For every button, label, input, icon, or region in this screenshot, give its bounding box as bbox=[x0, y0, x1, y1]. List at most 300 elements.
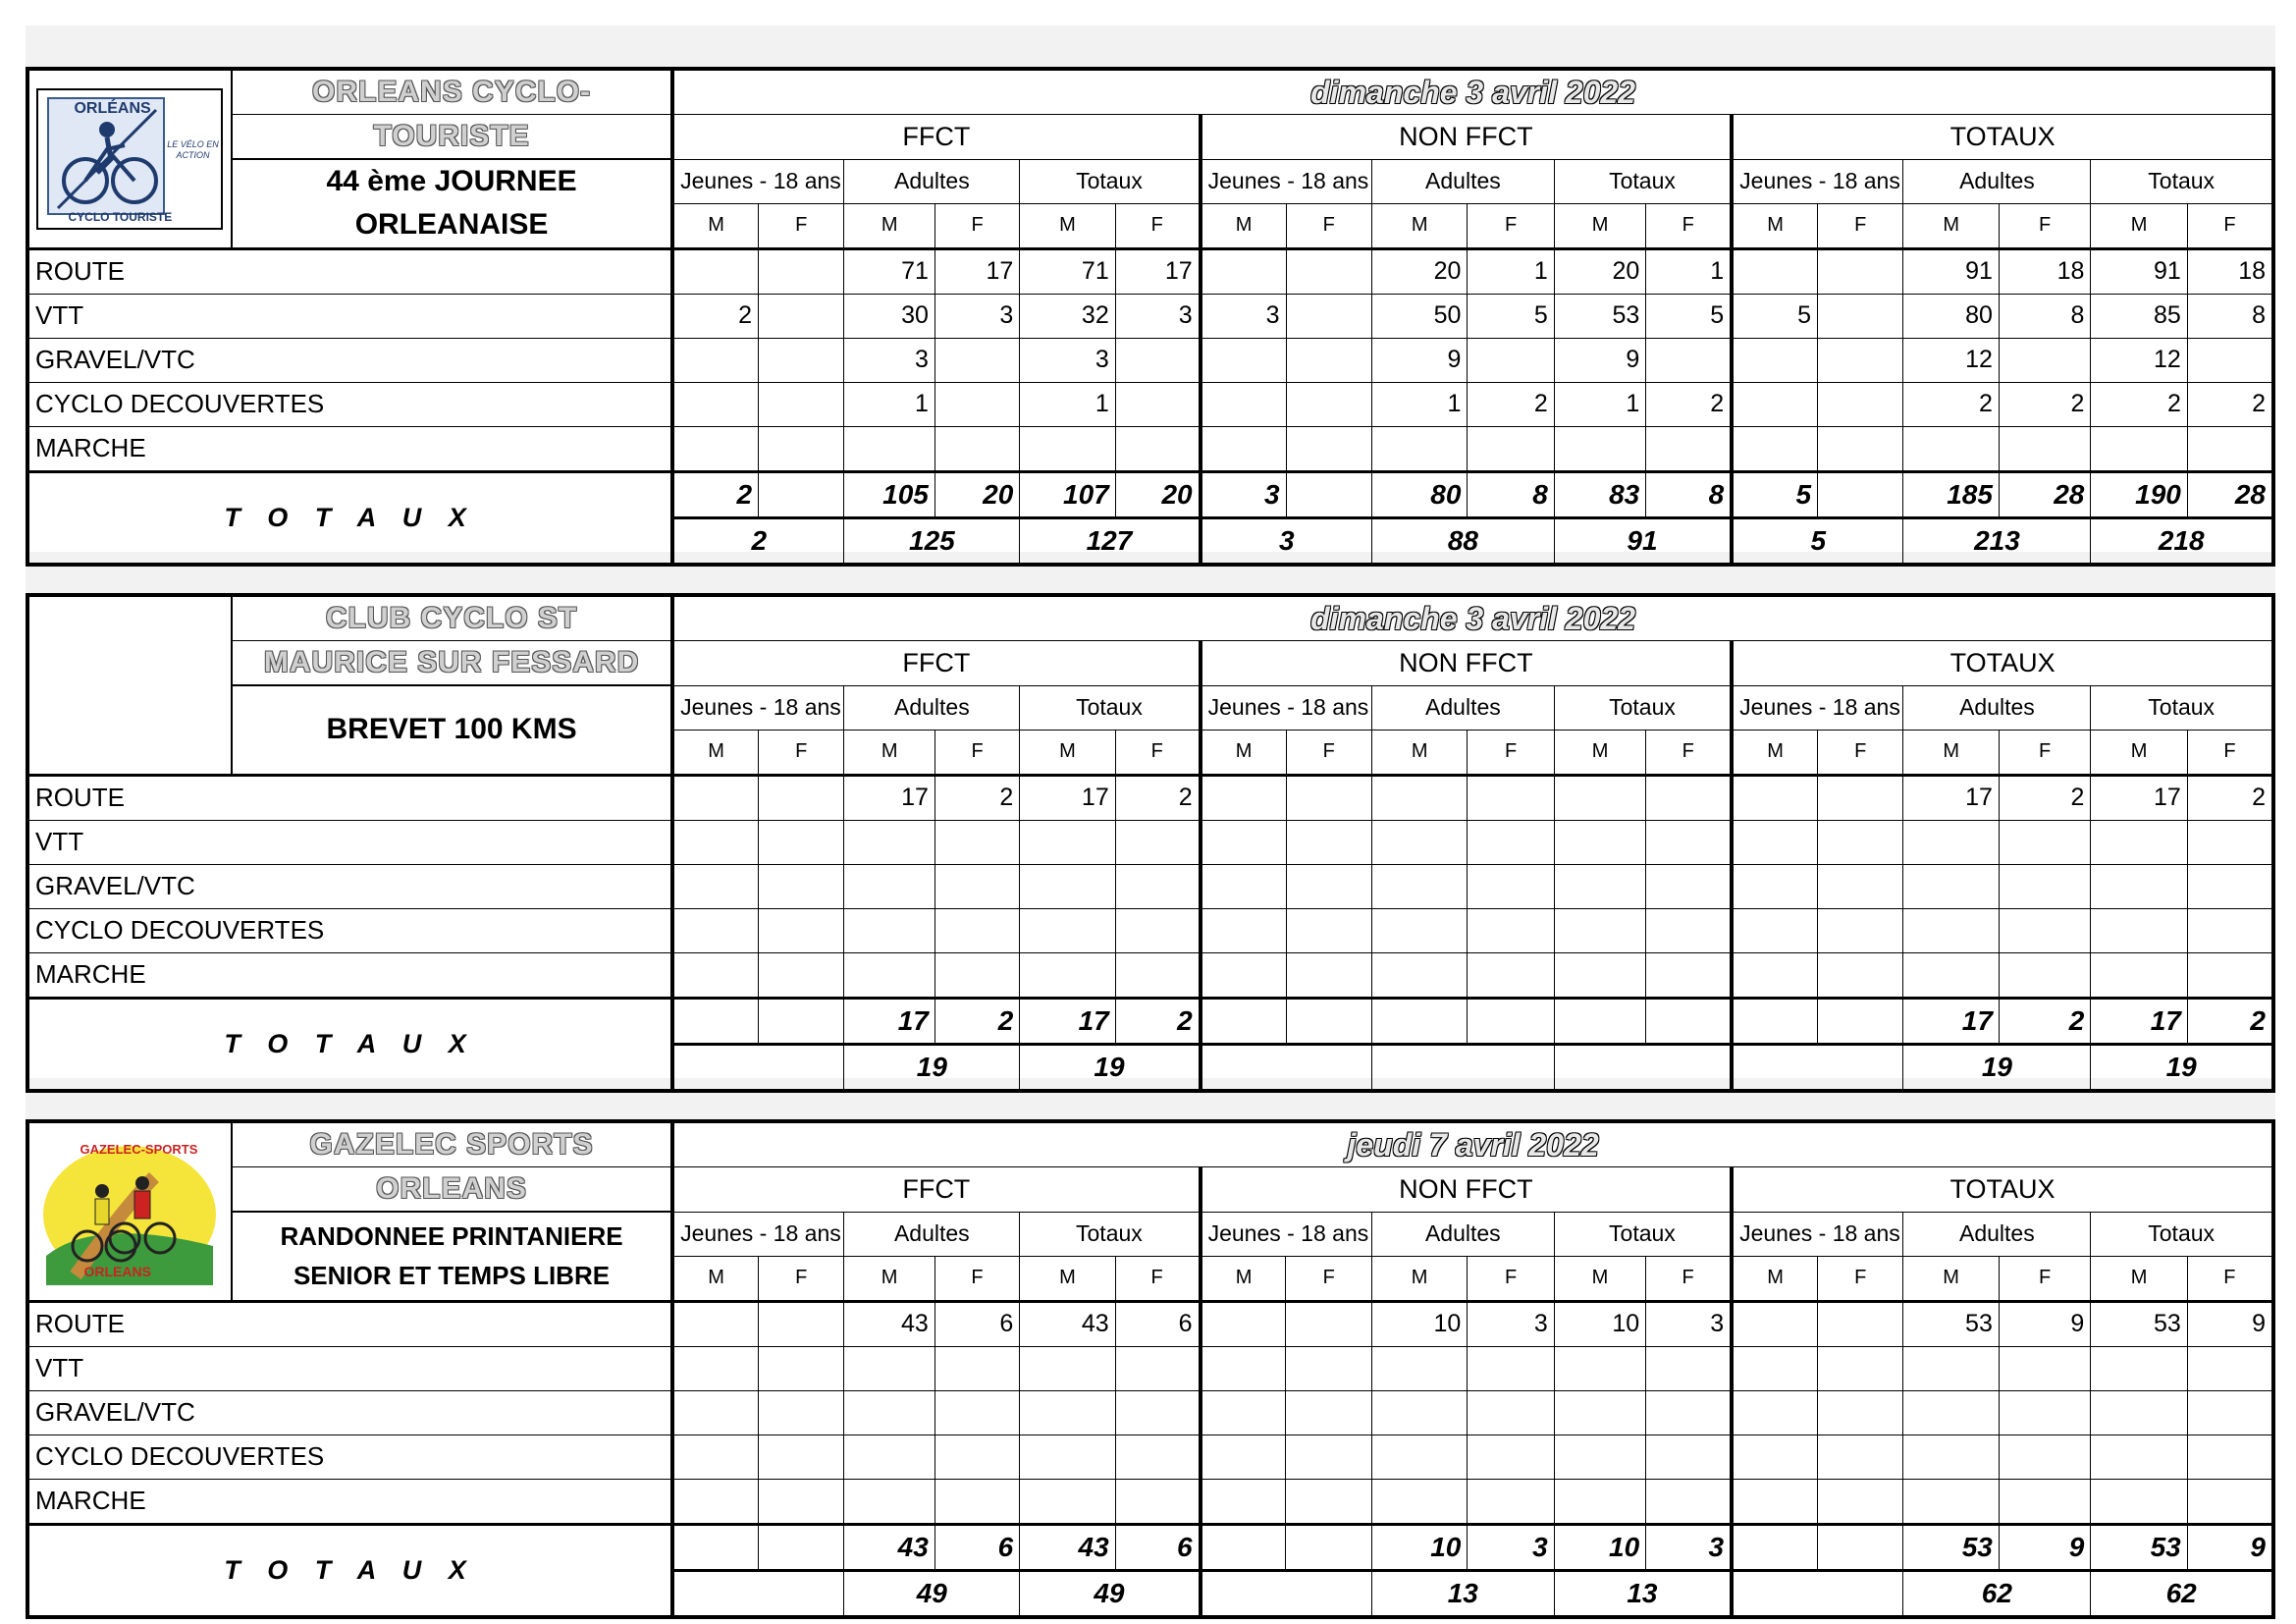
totals-cell: 17 bbox=[844, 998, 934, 1044]
table-cell bbox=[1646, 864, 1732, 908]
table-cell bbox=[1201, 248, 1286, 294]
totals-cell: 107 bbox=[1020, 471, 1115, 517]
table-cell bbox=[1115, 382, 1200, 426]
table-cell bbox=[1468, 426, 1554, 471]
table-cell bbox=[934, 908, 1019, 952]
table-cell: 20 bbox=[1371, 248, 1467, 294]
totals-cell bbox=[1818, 471, 1903, 517]
table-cell bbox=[1818, 864, 1903, 908]
grand-total-cell: 91 bbox=[1554, 517, 1732, 565]
totals-cell bbox=[1818, 998, 1903, 1044]
table-cell bbox=[1999, 1346, 2090, 1390]
table-cell bbox=[758, 1346, 843, 1390]
totals-cell bbox=[1201, 1524, 1286, 1570]
table-cell: 43 bbox=[844, 1301, 934, 1346]
table-cell bbox=[1201, 908, 1286, 952]
group-non-ffct: NON FFCT bbox=[1201, 1167, 1733, 1213]
table-cell bbox=[1286, 864, 1371, 908]
table-cell bbox=[844, 908, 934, 952]
table-cell bbox=[1903, 864, 1999, 908]
table-cell: 71 bbox=[844, 248, 934, 294]
logo-cell bbox=[27, 1121, 232, 1301]
table-cell: 3 bbox=[934, 294, 1019, 338]
mf-label-m: M bbox=[844, 730, 934, 775]
mf-label-m: M bbox=[1371, 730, 1467, 775]
category-label: VTT bbox=[27, 1346, 672, 1390]
mf-label-f: F bbox=[759, 730, 844, 775]
event-title bbox=[232, 1212, 672, 1301]
table-cell bbox=[1201, 775, 1286, 820]
table-cell: 2 bbox=[1999, 382, 2090, 426]
participation-table bbox=[26, 67, 2275, 567]
grand-total-cell: 62 bbox=[1903, 1570, 2091, 1617]
totals-cell bbox=[1732, 1524, 1817, 1570]
table-cell bbox=[1732, 864, 1817, 908]
table-cell: 17 bbox=[934, 248, 1019, 294]
totals-cell: 8 bbox=[1646, 471, 1732, 517]
table-cell bbox=[1554, 1435, 1645, 1479]
totals-cell: 9 bbox=[2187, 1524, 2273, 1570]
table-cell bbox=[672, 338, 758, 382]
totals-cell: 17 bbox=[1020, 998, 1115, 1044]
table-cell: 53 bbox=[2091, 1301, 2187, 1346]
table-cell: 18 bbox=[1999, 248, 2090, 294]
table-cell: 9 bbox=[1999, 1301, 2090, 1346]
table-cell bbox=[1468, 775, 1554, 820]
table-cell bbox=[2091, 820, 2187, 864]
event-date: dimanche 3 avril 2022 bbox=[672, 69, 2273, 115]
totals-cell bbox=[672, 1524, 758, 1570]
table-cell bbox=[1646, 1435, 1732, 1479]
grand-total-cell: 5 bbox=[1732, 517, 1903, 565]
mf-label-f: F bbox=[934, 203, 1019, 248]
table-cell bbox=[1371, 426, 1467, 471]
grand-total-cell: 62 bbox=[2091, 1570, 2273, 1617]
totals-cell: 3 bbox=[1646, 1524, 1732, 1570]
table-cell bbox=[1818, 820, 1903, 864]
event-title-line1: 44 ème JOURNEE bbox=[326, 165, 577, 198]
table-cell bbox=[672, 1346, 758, 1390]
table-cell bbox=[844, 864, 934, 908]
table-cell bbox=[759, 864, 844, 908]
mf-label-f: F bbox=[758, 1256, 843, 1301]
table-cell bbox=[2091, 1346, 2187, 1390]
table-cell: 1 bbox=[1554, 382, 1645, 426]
table-cell bbox=[1554, 1346, 1645, 1390]
table-cell bbox=[1903, 1435, 1999, 1479]
table-cell bbox=[1286, 952, 1371, 998]
subgroup-totaux: Totaux bbox=[1020, 685, 1201, 730]
logo-cell bbox=[27, 69, 232, 248]
totals-cell: 20 bbox=[1115, 471, 1200, 517]
table-cell: 17 bbox=[1115, 248, 1200, 294]
grand-total-cell: 125 bbox=[844, 517, 1020, 565]
table-cell bbox=[1371, 1390, 1467, 1435]
table-cell bbox=[1999, 1390, 2090, 1435]
table-cell bbox=[672, 908, 758, 952]
mf-label-m: M bbox=[1732, 1256, 1817, 1301]
table-cell bbox=[672, 775, 758, 820]
table-cell bbox=[2187, 426, 2273, 471]
mf-label-f: F bbox=[2187, 730, 2273, 775]
table-cell bbox=[1732, 820, 1817, 864]
group-ffct: FFCT bbox=[672, 641, 1201, 686]
totals-cell: 2 bbox=[2187, 998, 2273, 1044]
subgroup-adultes: Adultes bbox=[844, 159, 1020, 203]
table-cell bbox=[1646, 1479, 1732, 1524]
totals-cell: 5 bbox=[1732, 471, 1817, 517]
table-cell bbox=[759, 382, 844, 426]
subgroup-adultes: Adultes bbox=[844, 1212, 1020, 1256]
category-label: GRAVEL/VTC bbox=[27, 338, 672, 382]
table-cell: 6 bbox=[1115, 1301, 1200, 1346]
table-cell bbox=[672, 820, 758, 864]
mf-label-f: F bbox=[1468, 1256, 1554, 1301]
mf-label-m: M bbox=[1020, 203, 1115, 248]
table-cell bbox=[672, 1479, 758, 1524]
totals-cell bbox=[1201, 998, 1286, 1044]
group-non-ffct: NON FFCT bbox=[1201, 115, 1733, 160]
table-cell bbox=[1371, 775, 1467, 820]
mf-label-f: F bbox=[1818, 1256, 1903, 1301]
category-label: CYCLO DECOUVERTES bbox=[27, 1435, 672, 1479]
participation-table bbox=[26, 1119, 2275, 1619]
table-cell bbox=[759, 426, 844, 471]
subgroup-totaux: Totaux bbox=[1020, 1212, 1201, 1256]
mf-label-f: F bbox=[1646, 203, 1732, 248]
club-name-line2: MAURICE SUR FESSARD bbox=[232, 641, 672, 686]
table-cell bbox=[1286, 908, 1371, 952]
table-cell bbox=[1554, 820, 1645, 864]
mf-label-f: F bbox=[934, 730, 1019, 775]
table-cell bbox=[1115, 338, 1200, 382]
table-cell: 2 bbox=[2187, 382, 2273, 426]
mf-label-m: M bbox=[672, 203, 758, 248]
table-cell bbox=[844, 1390, 934, 1435]
category-label: ROUTE bbox=[27, 1301, 672, 1346]
grand-total-cell: 13 bbox=[1554, 1570, 1732, 1617]
table-cell: 1 bbox=[1371, 382, 1467, 426]
subgroup-totaux: Totaux bbox=[1554, 685, 1732, 730]
table-cell: 91 bbox=[1903, 248, 1999, 294]
table-cell bbox=[1732, 1390, 1817, 1435]
table-cell bbox=[1903, 952, 1999, 998]
table-cell bbox=[1201, 820, 1286, 864]
table-cell bbox=[1115, 1390, 1200, 1435]
table-cell bbox=[759, 775, 844, 820]
grand-total-cell: 19 bbox=[1020, 1044, 1201, 1091]
subgroup-jeunes: Jeunes - 18 ans bbox=[1201, 1212, 1372, 1256]
subgroup-jeunes: Jeunes - 18 ans bbox=[672, 685, 844, 730]
group-non-ffct: NON FFCT bbox=[1201, 641, 1733, 686]
table-cell: 53 bbox=[1903, 1301, 1999, 1346]
table-cell bbox=[934, 1479, 1019, 1524]
table-cell: 3 bbox=[1201, 294, 1286, 338]
club-name-line2: ORLEANS bbox=[232, 1167, 672, 1213]
table-cell bbox=[1020, 1435, 1115, 1479]
logo-text-side: LE VÉLO EN ACTION bbox=[167, 138, 219, 160]
table-cell bbox=[1286, 426, 1371, 471]
grand-total-cell: 218 bbox=[2091, 517, 2273, 565]
grand-total-cell bbox=[1554, 1044, 1732, 1091]
table-cell bbox=[1201, 1346, 1286, 1390]
group-totaux: TOTAUX bbox=[1732, 1167, 2273, 1213]
table-cell: 6 bbox=[934, 1301, 1019, 1346]
table-cell bbox=[1818, 952, 1903, 998]
table-cell: 9 bbox=[1371, 338, 1467, 382]
table-cell bbox=[844, 820, 934, 864]
totals-cell: 6 bbox=[1115, 1524, 1200, 1570]
table-cell bbox=[2187, 952, 2273, 998]
table-cell bbox=[2187, 864, 2273, 908]
event-block bbox=[26, 67, 2275, 554]
table-cell bbox=[1554, 864, 1645, 908]
table-cell bbox=[1286, 820, 1371, 864]
mf-label-m: M bbox=[2091, 203, 2187, 248]
table-cell bbox=[1818, 426, 1903, 471]
event-title-line1: BREVET 100 KMS bbox=[326, 713, 577, 746]
table-cell bbox=[2187, 1346, 2273, 1390]
table-cell bbox=[1201, 426, 1286, 471]
table-cell bbox=[1201, 952, 1286, 998]
table-cell bbox=[1999, 952, 2090, 998]
table-cell bbox=[1201, 864, 1286, 908]
table-cell: 2 bbox=[934, 775, 1019, 820]
table-cell: 32 bbox=[1020, 294, 1115, 338]
subgroup-totaux: Totaux bbox=[1554, 1212, 1732, 1256]
totals-cell: 3 bbox=[1201, 471, 1286, 517]
table-cell bbox=[1903, 820, 1999, 864]
table-cell bbox=[1468, 864, 1554, 908]
table-cell bbox=[1999, 908, 2090, 952]
table-cell bbox=[1371, 864, 1467, 908]
table-cell: 2 bbox=[1115, 775, 1200, 820]
subgroup-jeunes: Jeunes - 18 ans bbox=[672, 159, 844, 203]
table-cell bbox=[1646, 775, 1732, 820]
totals-cell: 80 bbox=[1371, 471, 1467, 517]
table-cell bbox=[1286, 1479, 1371, 1524]
event-title-line2: ORLEANAISE bbox=[354, 208, 549, 242]
table-cell bbox=[1646, 1390, 1732, 1435]
table-cell bbox=[1115, 1346, 1200, 1390]
table-cell bbox=[1999, 820, 2090, 864]
table-cell bbox=[934, 1346, 1019, 1390]
table-cell: 1 bbox=[1468, 248, 1554, 294]
group-ffct: FFCT bbox=[672, 1167, 1201, 1213]
logo-text-top: GAZELEC-SPORTS bbox=[80, 1141, 198, 1157]
table-cell bbox=[1468, 952, 1554, 998]
table-cell bbox=[1732, 775, 1817, 820]
table-cell: 2 bbox=[1646, 382, 1732, 426]
table-cell bbox=[1903, 908, 1999, 952]
subgroup-totaux: Totaux bbox=[2091, 1212, 2273, 1256]
table-cell bbox=[1732, 1435, 1817, 1479]
table-cell bbox=[1818, 908, 1903, 952]
category-label: MARCHE bbox=[27, 426, 672, 471]
table-cell bbox=[1646, 820, 1732, 864]
table-cell bbox=[1646, 426, 1732, 471]
mf-label-f: F bbox=[2187, 203, 2273, 248]
mf-label-f: F bbox=[759, 203, 844, 248]
table-cell bbox=[1732, 908, 1817, 952]
table-cell bbox=[844, 952, 934, 998]
mf-label-f: F bbox=[1646, 730, 1732, 775]
subgroup-adultes: Adultes bbox=[1371, 159, 1554, 203]
table-cell bbox=[1020, 908, 1115, 952]
table-cell: 3 bbox=[844, 338, 934, 382]
totals-cell: 43 bbox=[844, 1524, 934, 1570]
category-label: GRAVEL/VTC bbox=[27, 864, 672, 908]
category-label: ROUTE bbox=[27, 775, 672, 820]
event-title bbox=[232, 159, 672, 248]
table-cell bbox=[672, 382, 758, 426]
table-cell: 91 bbox=[2091, 248, 2187, 294]
table-cell bbox=[1115, 1435, 1200, 1479]
table-cell bbox=[1732, 426, 1817, 471]
totals-label: T O T A U X bbox=[27, 998, 672, 1091]
table-cell bbox=[758, 1435, 843, 1479]
table-cell bbox=[1468, 1390, 1554, 1435]
table-cell: 20 bbox=[1554, 248, 1645, 294]
table-cell: 5 bbox=[1732, 294, 1817, 338]
table-cell bbox=[844, 426, 934, 471]
grand-total-cell: 19 bbox=[844, 1044, 1020, 1091]
mf-label-m: M bbox=[1554, 203, 1645, 248]
table-cell bbox=[1646, 952, 1732, 998]
table-cell bbox=[1903, 1390, 1999, 1435]
table-cell bbox=[1115, 908, 1200, 952]
totals-cell bbox=[1646, 998, 1732, 1044]
mf-label-f: F bbox=[1286, 1256, 1371, 1301]
table-cell bbox=[1903, 426, 1999, 471]
table-cell bbox=[2187, 1479, 2273, 1524]
table-cell bbox=[1468, 1346, 1554, 1390]
table-cell bbox=[1818, 1346, 1903, 1390]
table-cell bbox=[1286, 294, 1371, 338]
table-cell bbox=[1818, 382, 1903, 426]
totals-cell: 2 bbox=[934, 998, 1019, 1044]
table-cell bbox=[1286, 382, 1371, 426]
table-cell bbox=[2091, 1390, 2187, 1435]
mf-label-f: F bbox=[1999, 1256, 2090, 1301]
table-cell: 2 bbox=[1468, 382, 1554, 426]
table-cell bbox=[1371, 908, 1467, 952]
table-cell bbox=[1903, 1479, 1999, 1524]
totals-cell: 53 bbox=[2091, 1524, 2187, 1570]
subgroup-jeunes: Jeunes - 18 ans bbox=[1732, 1212, 1903, 1256]
category-label: MARCHE bbox=[27, 1479, 672, 1524]
table-cell bbox=[759, 248, 844, 294]
subgroup-totaux: Totaux bbox=[2091, 685, 2273, 730]
table-cell: 53 bbox=[1554, 294, 1645, 338]
mf-label-m: M bbox=[844, 1256, 934, 1301]
table-cell bbox=[1818, 1390, 1903, 1435]
table-cell bbox=[1201, 1301, 1286, 1346]
grand-total-cell bbox=[672, 1044, 844, 1091]
table-cell bbox=[1115, 864, 1200, 908]
club-name-line2: TOURISTE bbox=[232, 115, 672, 160]
table-cell bbox=[1020, 1346, 1115, 1390]
table-cell bbox=[1999, 864, 2090, 908]
table-cell: 1 bbox=[844, 382, 934, 426]
table-cell: 1 bbox=[1646, 248, 1732, 294]
table-cell bbox=[1554, 775, 1645, 820]
mf-label-m: M bbox=[2091, 1256, 2187, 1301]
table-cell bbox=[1732, 338, 1817, 382]
table-cell bbox=[1371, 1346, 1467, 1390]
category-label: CYCLO DECOUVERTES bbox=[27, 908, 672, 952]
table-cell: 5 bbox=[1468, 294, 1554, 338]
table-cell bbox=[2091, 952, 2187, 998]
table-cell bbox=[1286, 1435, 1371, 1479]
grand-total-cell: 49 bbox=[1020, 1570, 1201, 1617]
group-totaux: TOTAUX bbox=[1732, 115, 2273, 160]
group-totaux: TOTAUX bbox=[1732, 641, 2273, 686]
mf-label-m: M bbox=[1903, 730, 1999, 775]
table-cell bbox=[1554, 952, 1645, 998]
mf-label-f: F bbox=[1115, 1256, 1200, 1301]
subgroup-totaux: Totaux bbox=[1020, 159, 1201, 203]
table-cell bbox=[1903, 1346, 1999, 1390]
table-cell: 12 bbox=[1903, 338, 1999, 382]
mf-label-m: M bbox=[1020, 1256, 1115, 1301]
table-cell: 2 bbox=[672, 294, 758, 338]
mf-label-f: F bbox=[1468, 203, 1554, 248]
totals-cell bbox=[759, 998, 844, 1044]
table-cell bbox=[672, 426, 758, 471]
table-cell bbox=[1371, 820, 1467, 864]
table-cell bbox=[1818, 1301, 1903, 1346]
table-cell bbox=[1115, 952, 1200, 998]
totals-cell: 28 bbox=[2187, 471, 2273, 517]
table-cell: 3 bbox=[1020, 338, 1115, 382]
table-cell: 71 bbox=[1020, 248, 1115, 294]
table-cell bbox=[1286, 338, 1371, 382]
grand-total-cell: 3 bbox=[1201, 517, 1372, 565]
table-cell bbox=[2091, 1479, 2187, 1524]
table-cell: 2 bbox=[1999, 775, 2090, 820]
table-cell bbox=[672, 1390, 758, 1435]
table-cell bbox=[1201, 1479, 1286, 1524]
table-cell bbox=[1818, 294, 1903, 338]
table-cell bbox=[1286, 775, 1371, 820]
mf-label-f: F bbox=[1999, 203, 2090, 248]
table-cell bbox=[1020, 1479, 1115, 1524]
table-cell bbox=[844, 1346, 934, 1390]
grand-total-cell bbox=[1732, 1570, 1903, 1617]
table-cell: 30 bbox=[844, 294, 934, 338]
table-cell bbox=[934, 864, 1019, 908]
mf-label-f: F bbox=[1115, 203, 1200, 248]
table-cell bbox=[672, 952, 758, 998]
table-cell bbox=[1201, 338, 1286, 382]
mf-label-m: M bbox=[672, 1256, 758, 1301]
mf-label-m: M bbox=[1020, 730, 1115, 775]
table-cell bbox=[934, 338, 1019, 382]
totals-cell: 83 bbox=[1554, 471, 1645, 517]
table-cell bbox=[2091, 1435, 2187, 1479]
grand-total-cell bbox=[1732, 1044, 1903, 1091]
table-cell: 50 bbox=[1371, 294, 1467, 338]
table-cell: 3 bbox=[1115, 294, 1200, 338]
mf-label-m: M bbox=[844, 203, 934, 248]
table-cell: 12 bbox=[2091, 338, 2187, 382]
band-top bbox=[26, 26, 2275, 67]
table-cell bbox=[934, 382, 1019, 426]
mf-label-f: F bbox=[2187, 1256, 2273, 1301]
group-ffct: FFCT bbox=[672, 115, 1201, 160]
table-cell bbox=[1115, 1479, 1200, 1524]
